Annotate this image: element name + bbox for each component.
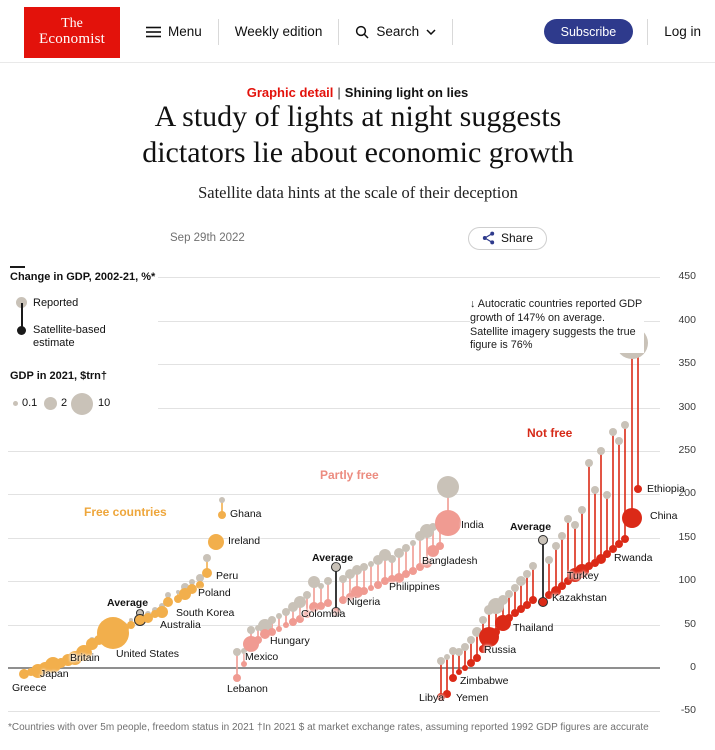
reported-dot [615,437,623,445]
satellite-dot-icon [17,326,26,335]
header-actions [544,0,701,63]
satellite-dot [435,510,461,536]
reported-dot [479,616,487,624]
page-title [58,99,658,171]
country-label: China [650,510,678,522]
satellite-dot [218,511,226,519]
reported-dot [444,654,450,660]
reported-dot [538,535,548,545]
country-label: United States [116,648,180,660]
satellite-dot [449,674,457,682]
nav-divider [452,19,453,45]
chart-footnote: *Countries with over 5m people, freedom status in 2021 †In 2021 $ at market exchange rates, assuming reported 1992 GDP figures are accurate [8,722,649,733]
share-button[interactable] [468,227,547,250]
reported-dot [233,648,241,656]
country-label: Hungary [270,635,310,647]
satellite-dot [233,674,241,682]
reported-dot [603,491,611,499]
share-icon [482,231,495,245]
stem [581,510,583,571]
country-label: Russia [484,644,517,656]
stem [555,546,557,590]
reported-dot [360,563,368,571]
satellite-dot [462,665,468,671]
stem [446,657,448,694]
satellite-dot [436,542,444,550]
satellite-dot [634,485,642,493]
satellite-dot [443,690,451,698]
country-label: Libya [419,692,445,704]
satellite-dot [283,622,289,628]
stem [532,566,534,601]
size-dot-medium-icon [44,397,57,410]
reported-dot [591,486,599,494]
chart-annotation: ↓ Autocratic countries reported GDP growth of 147% on average. Satellite imagery suggests the true figure is 76% [470,298,643,352]
reported-dot [402,544,410,552]
kicker-divider: | [337,85,341,100]
axis-tick-label: 200 [678,487,696,500]
menu-label: Menu [168,24,202,39]
reported-dot [247,626,255,634]
kicker-section-link[interactable]: Graphic detail [246,85,334,100]
publish-date: Sep 29th 2022 [170,232,245,244]
weekly-edition-link[interactable] [219,24,339,39]
country-label: Kazakhstan [552,592,607,604]
satellite-dot [621,535,629,543]
size-dot-small-icon [13,401,18,406]
country-label: Average [107,597,149,609]
stem [594,490,596,563]
size-dot-large-icon [71,393,93,415]
country-label: Bangladesh [422,555,478,567]
share-label: Share [500,231,533,245]
kicker-title: Shining light on lies [344,85,469,100]
reported-dot [467,636,475,644]
reported-dot [558,532,566,540]
header-divider [647,19,648,45]
gridline [8,451,660,452]
size-label-small: 0.1 [22,397,38,409]
headline-line1: A study of lights at night suggests [154,100,562,133]
reported-dot [303,591,311,599]
satellite-dot [473,654,481,662]
axis-tick-label: 350 [678,357,696,370]
reported-dot [276,613,282,619]
country-label: Ghana [230,508,262,520]
satellite-dot [368,585,374,591]
reported-dot [268,616,276,624]
country-label: Australia [160,619,201,631]
axis-tick-label: 50 [684,617,696,630]
reported-dot [571,521,579,529]
chevron-down-icon [426,29,436,35]
country-label: Ireland [228,535,261,547]
reported-dot [410,540,416,546]
country-label: Colombia [301,608,346,620]
logo-line1: The [61,16,83,32]
reported-dot [564,515,572,523]
reported-dot [324,577,332,585]
stem [606,495,608,554]
satellite-dot [202,568,212,578]
satellite-dot [360,587,368,595]
reported-dot [318,583,324,589]
stem [600,451,602,559]
country-label: Japan [40,668,69,680]
country-label: Yemen [456,692,489,704]
zone-label: Not free [527,426,573,440]
reported-dot [552,542,560,550]
legend-size-title: GDP in 2021, $trn† [10,370,108,382]
stem [548,560,550,596]
date-share-row [170,225,547,251]
satellite-dot [529,596,537,604]
satellite-dot [276,626,282,632]
country-label: Britain [70,652,100,664]
hamburger-icon [146,26,161,38]
satellite-dot [324,599,332,607]
reported-dot [529,562,537,570]
country-label: Mexico [245,651,279,663]
headline-line2: dictators lie about economic growth [142,136,574,169]
reported-dot [609,428,617,436]
country-label: Greece [12,682,47,694]
gridline [8,667,660,669]
reported-dot [597,447,605,455]
main-nav [130,0,453,63]
satellite-dot [622,508,642,528]
country-label: Peru [216,570,239,582]
size-label-medium: 2 [61,397,68,409]
chart-legend [8,258,158,428]
axis-tick-label: -50 [680,704,696,717]
reported-dot [219,497,225,503]
country-label: Zimbabwe [460,675,509,687]
axis-tick-label: 450 [678,270,696,283]
country-label: Turkey [567,570,599,582]
logo-line2: Economist [39,30,105,47]
economist-logo[interactable] [24,7,120,58]
stem [561,536,563,585]
axis-tick-label: 400 [678,313,696,326]
axis-tick-label: 100 [678,574,696,587]
gridline [8,711,660,712]
satellite-dot [156,606,168,618]
country-label: Average [312,552,354,564]
satellite-dot [208,534,224,550]
legend-satellite-label-1: Satellite-based [33,324,106,336]
stem [542,540,544,602]
stem [618,441,620,544]
reported-dot [578,506,586,514]
axis-tick-label: 300 [678,400,696,413]
stem [335,567,337,612]
country-label: Thailand [513,622,554,634]
country-label: South Korea [176,607,235,619]
axis-tick-label: 150 [678,530,696,543]
axis-tick-label: 250 [678,444,696,456]
reported-dot [203,554,211,562]
login-link[interactable]: Log in [664,24,701,39]
legend-reported-label: Reported [33,297,79,309]
stem [631,343,633,517]
axis-tick-label: 0 [690,661,696,673]
country-label: India [461,519,484,531]
country-label: Poland [198,587,231,599]
reported-dot [461,643,469,651]
chart [0,258,715,718]
stem [588,463,590,566]
menu-button[interactable] [130,24,218,39]
zone-label: Free countries [84,505,167,519]
country-label: Philippines [389,581,440,593]
country-label: Average [510,521,552,533]
satellite-dot [97,617,129,649]
search-label: Search [376,24,420,39]
legend-satellite-label-2: estimate [33,337,75,349]
country-label: Rwanda [614,552,653,564]
reported-dot [585,459,593,467]
reported-dot [545,556,553,564]
reported-dot [505,590,513,598]
subscribe-button[interactable]: Subscribe [544,19,634,44]
legend-tick-mark [10,266,25,268]
search-button[interactable] [339,24,452,39]
stem [612,432,614,549]
country-label: Lebanon [227,683,268,695]
site-header [0,0,715,63]
size-label-large: 10 [98,397,111,409]
zone-label: Partly free [320,468,379,482]
gridline [8,494,660,495]
country-label: Nigeria [347,596,381,608]
weekly-edition-label: Weekly edition [234,24,323,39]
search-icon [355,25,369,39]
kicker [0,85,715,100]
legend-title: Change in GDP, 2002-21, %* [10,271,156,283]
reported-dot [621,421,629,429]
subtitle: Satellite data hints at the scale of their deception [198,183,518,202]
satellite-dot [163,597,173,607]
reported-dot [523,570,531,578]
country-label: Ethiopia [647,483,685,495]
